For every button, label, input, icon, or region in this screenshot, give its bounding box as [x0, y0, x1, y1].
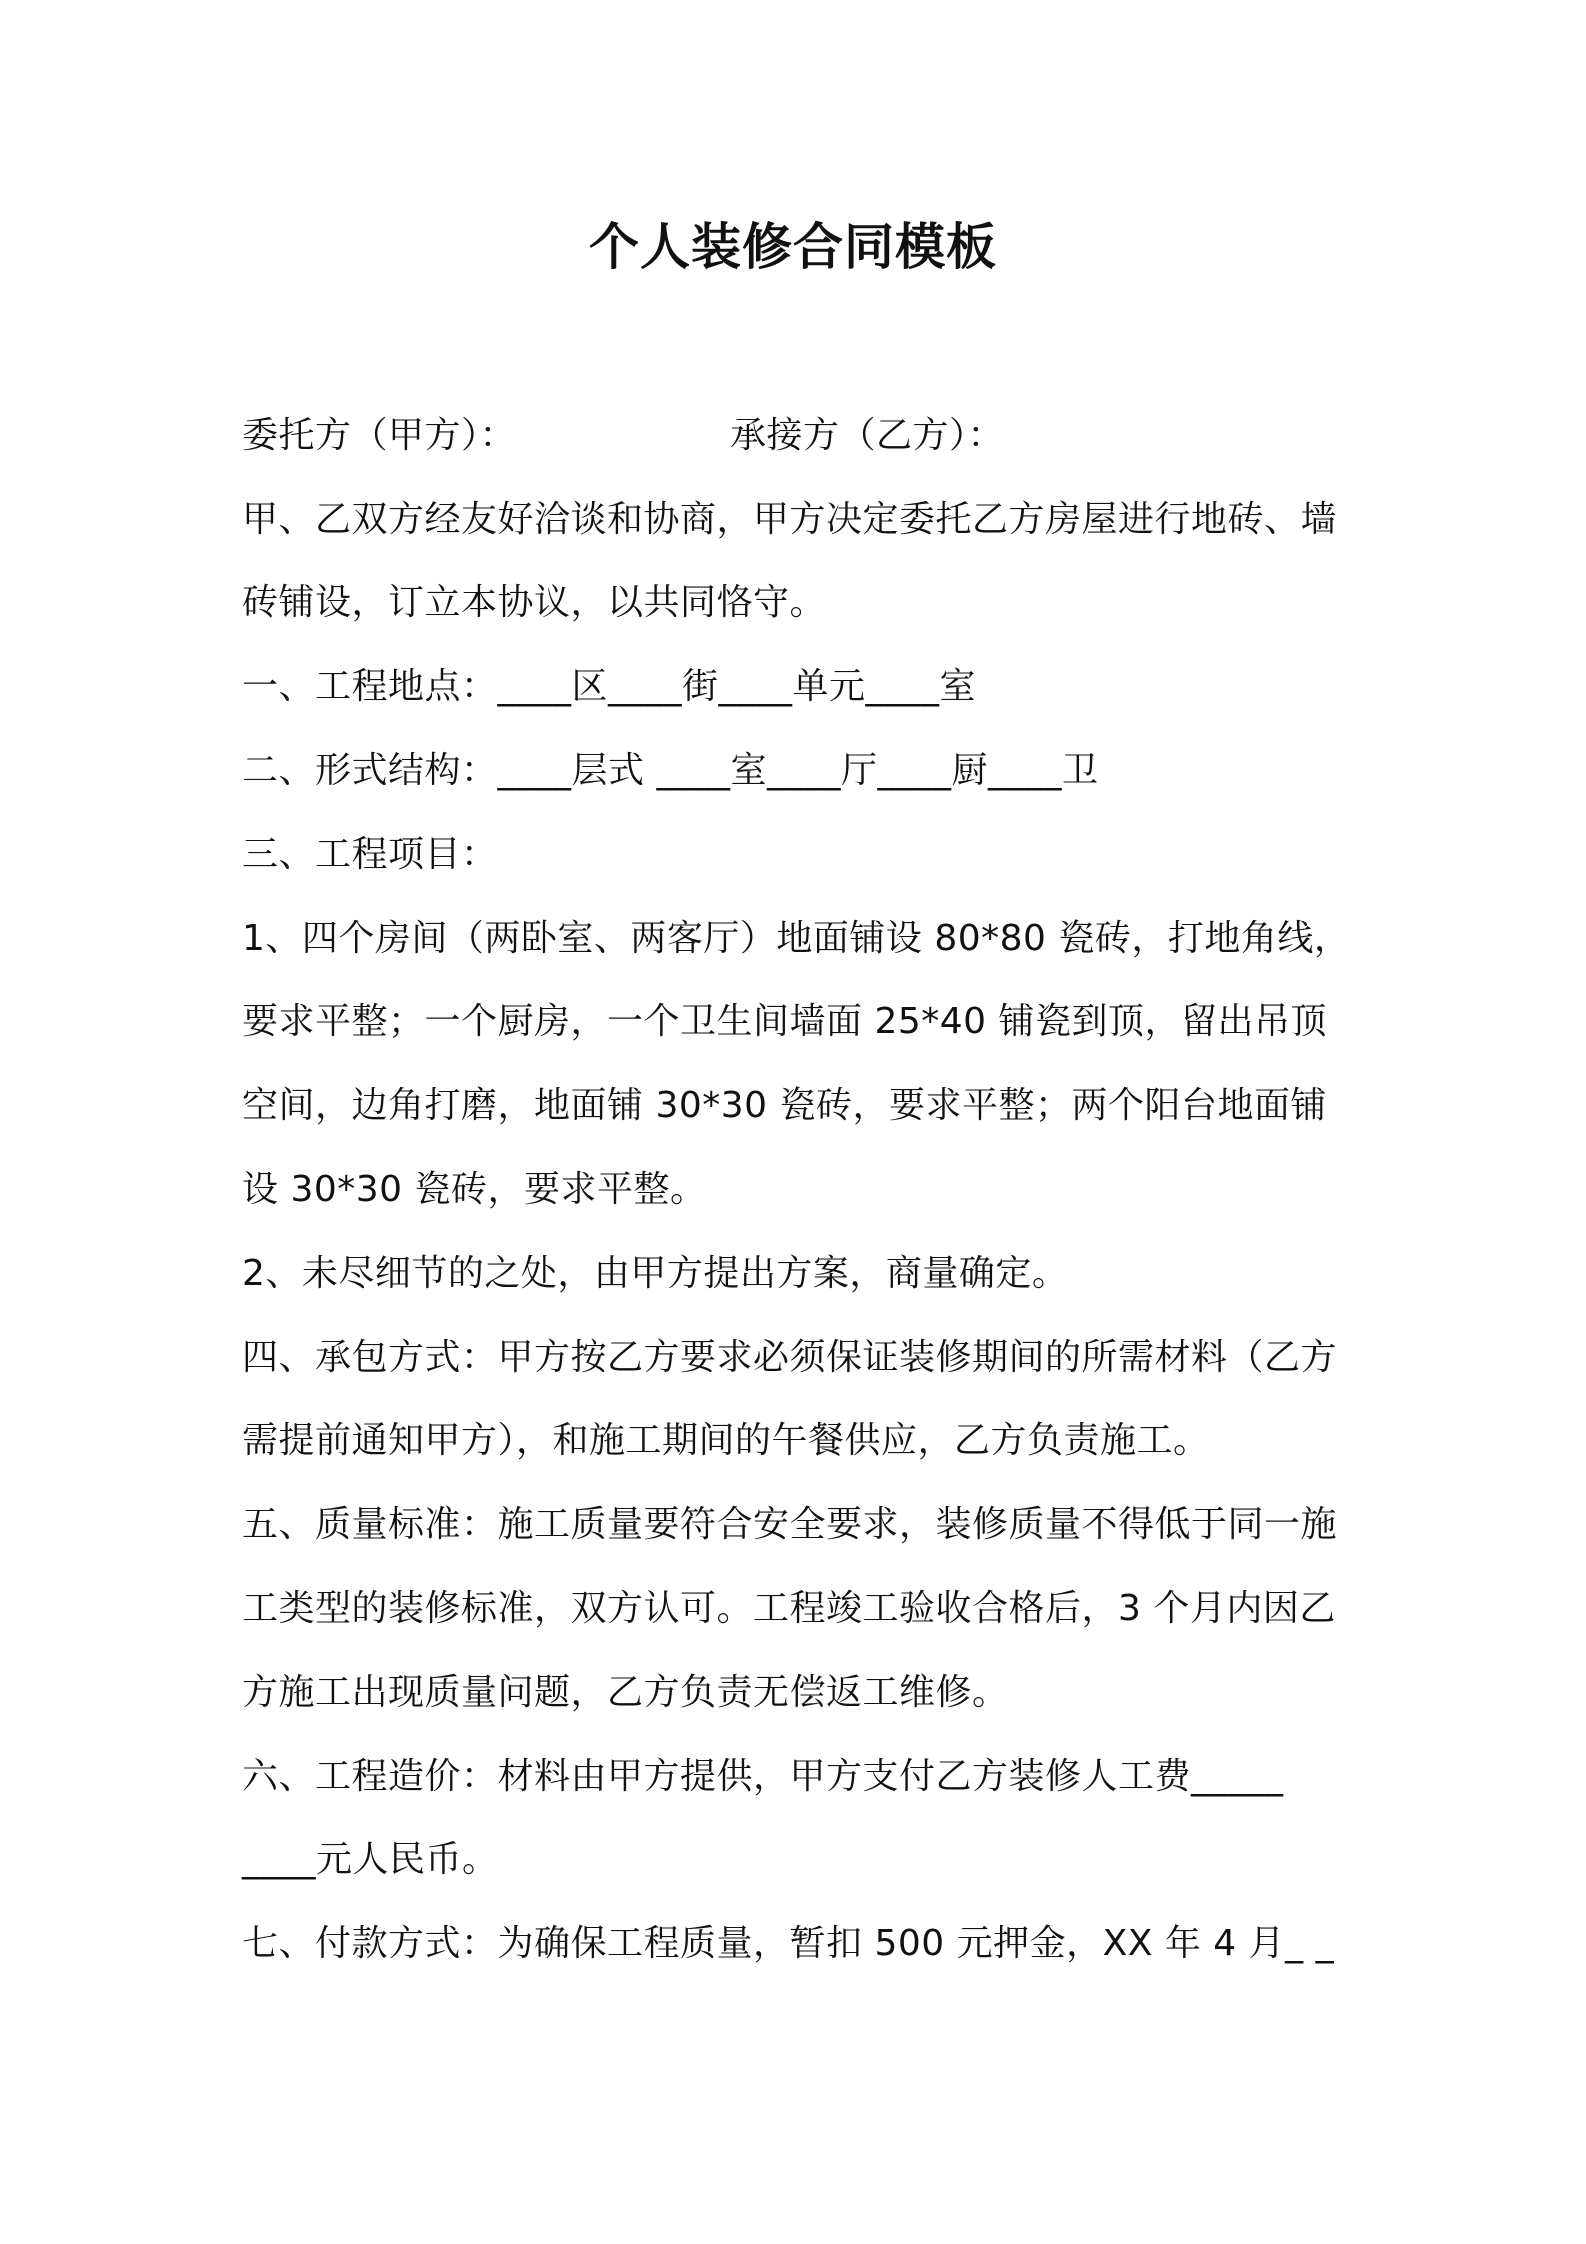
- project-item-1-line-1: 1、四个房间（两卧室、两客厅）地面铺设 80*80 瓷砖，打地角线，: [242, 918, 1351, 959]
- clause-cost-line-1: 六、工程造价：材料由甲方提供，甲方支付乙方装修人工费_____: [242, 1756, 1284, 1797]
- clause-cost-line-2: ____元人民币。: [242, 1839, 499, 1880]
- clause-quality-line-3: 方施工出现质量问题，乙方负责无偿返工维修。: [242, 1672, 1009, 1713]
- party-b-label: 承接方（乙方）：: [730, 415, 1005, 456]
- project-item-1-line-3: 空间，边角打磨，地面铺 30*30 瓷砖，要求平整；两个阳台地面铺: [242, 1085, 1328, 1126]
- project-item-2: 2、未尽细节的之处，由甲方提出方案，商量确定。: [242, 1253, 1069, 1294]
- clause-quality-line-1: 五、质量标准：施工质量要符合安全要求，装修质量不得低于同一施: [242, 1504, 1338, 1545]
- intro-line-2: 砖铺设，订立本协议，以共同恪守。: [242, 582, 827, 623]
- clause-project-heading: 三、工程项目：: [242, 834, 498, 875]
- document-title: 个人装修合同模板: [589, 218, 997, 276]
- project-item-1-line-2: 要求平整；一个厨房，一个卫生间墙面 25*40 铺瓷到顶，留出吊顶: [242, 1001, 1328, 1042]
- clause-contract-method-line-1: 四、承包方式：甲方按乙方要求必须保证装修期间的所需材料（乙方: [242, 1337, 1338, 1378]
- intro-line-1: 甲、乙双方经友好洽谈和协商，甲方决定委托乙方房屋进行地砖、墙: [242, 499, 1338, 540]
- clause-location: 一、工程地点：____区____街____单元____室: [242, 666, 977, 707]
- clause-payment-line-1: 七、付款方式：为确保工程质量，暂扣 500 元押金，XX 年 4 月_ _: [242, 1923, 1335, 1964]
- clause-quality-line-2: 工类型的装修标准，双方认可。工程竣工验收合格后，3 个月内因乙: [242, 1588, 1336, 1629]
- party-a-label: 委托方（甲方）：: [242, 415, 517, 456]
- project-item-1-line-4: 设 30*30 瓷砖，要求平整。: [242, 1169, 707, 1210]
- clause-structure: 二、形式结构：____层式 ____室____厅____厨____卫: [242, 750, 1099, 791]
- clause-contract-method-line-2: 需提前通知甲方），和施工期间的午餐供应，乙方负责施工。: [242, 1420, 1210, 1461]
